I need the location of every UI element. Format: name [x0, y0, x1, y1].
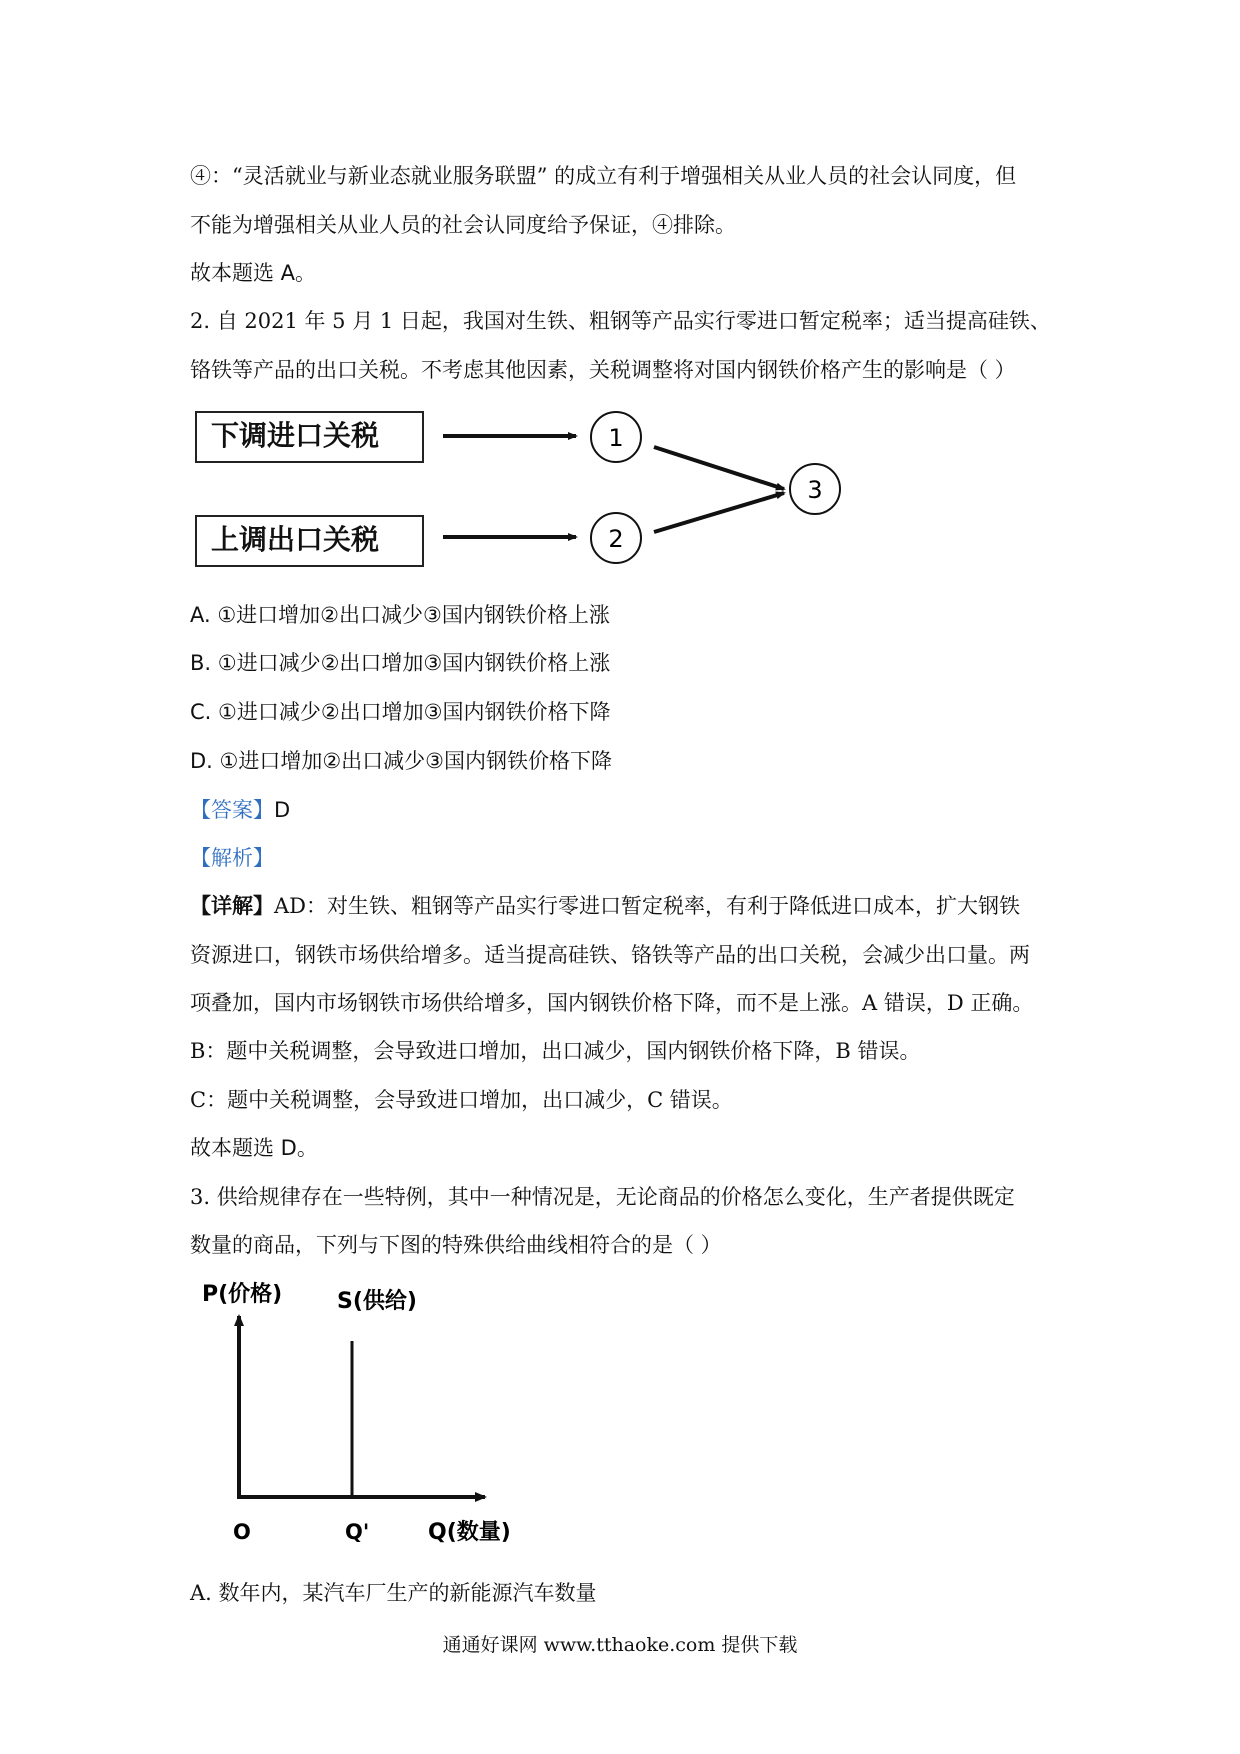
q1-explanation-line2: 不能为增强相关从业人员的社会认同度给予保证，④排除。 [190, 213, 736, 237]
q2-stem-line1: 2. 自 2021 年 5 月 1 日起，我国对生铁、粗钢等产品实行零进口暂定税率；适当提高硅铁、 [190, 309, 1051, 333]
q-prime-label: Q' [345, 1520, 370, 1544]
q2-option-c: C. ①进口减少②出口增加③国内钢铁价格下降 [190, 700, 611, 724]
q2-detail-line3: 项叠加，国内市场钢铁市场供给增多，国内钢铁价格下降，而不是上涨。A 错误，D 正确。 [190, 991, 1034, 1015]
q2-option-a: A. ①进口增加②出口减少③国内钢铁价格上涨 [190, 603, 610, 627]
q1-conclusion: 故本题选 A。 [190, 261, 317, 285]
diagram-box-raise-export-tariff: 上调出口关税 [195, 515, 424, 567]
answer-tag: 【答案】 [190, 798, 274, 822]
q2-detail-b: B：题中关税调整，会导致进口增加，出口减少，国内钢铁价格下降，B 错误。 [190, 1039, 921, 1063]
analysis-tag: 【解析】 [190, 846, 274, 870]
x-axis-label: Q(数量) [428, 1520, 511, 1545]
node-1-label: 1 [608, 424, 624, 452]
detail-text-1: AD：对生铁、粗钢等产品实行零进口暂定税率，有利于降低进口成本，扩大钢铁 [274, 894, 1020, 918]
q2-option-b: B. ①进口减少②出口增加③国内钢铁价格上涨 [190, 651, 611, 675]
q1-explanation-line1: ④：“灵活就业与新业态就业服务联盟” 的成立有利于增强相关从业人员的社会认同度，但 [190, 164, 1017, 188]
q2-option-d: D. ①进口增加②出口减少③国内钢铁价格下降 [190, 749, 612, 773]
answer-value: D [274, 798, 291, 822]
q2-detail-line2: 资源进口，钢铁市场供给增多。适当提高硅铁、铬铁等产品的出口关税，会减少出口量。两 [190, 943, 1030, 967]
q3-option-a: A. 数年内，某汽车厂生产的新能源汽车数量 [190, 1581, 597, 1605]
q3-stem-line1: 3. 供给规律存在一些特例，其中一种情况是，无论商品的价格怎么变化，生产者提供既定 [190, 1185, 1015, 1209]
q2-detail-c: C：题中关税调整，会导致进口增加，出口减少，C 错误。 [190, 1088, 733, 1112]
q2-conclusion: 故本题选 D。 [190, 1136, 318, 1160]
origin-label: O [233, 1520, 251, 1544]
node-3-label: 3 [807, 476, 823, 504]
page-footer: 通通好课网 www.tthaoke.com 提供下载 [442, 1634, 798, 1656]
node-2-label: 2 [608, 525, 624, 553]
diagram-box-lower-import-tariff: 下调进口关税 [195, 411, 424, 463]
supply-curve-label: S(供给) [337, 1289, 417, 1314]
y-axis-label: P(价格) [202, 1282, 283, 1307]
q2-stem-line2: 铬铁等产品的出口关税。不考虑其他因素，关税调整将对国内钢铁价格产生的影响是（ ） [190, 358, 1016, 382]
detail-tag: 【详解】 [190, 893, 274, 918]
q3-stem-line2: 数量的商品，下列与下图的特殊供给曲线相符合的是（ ） [190, 1233, 722, 1257]
